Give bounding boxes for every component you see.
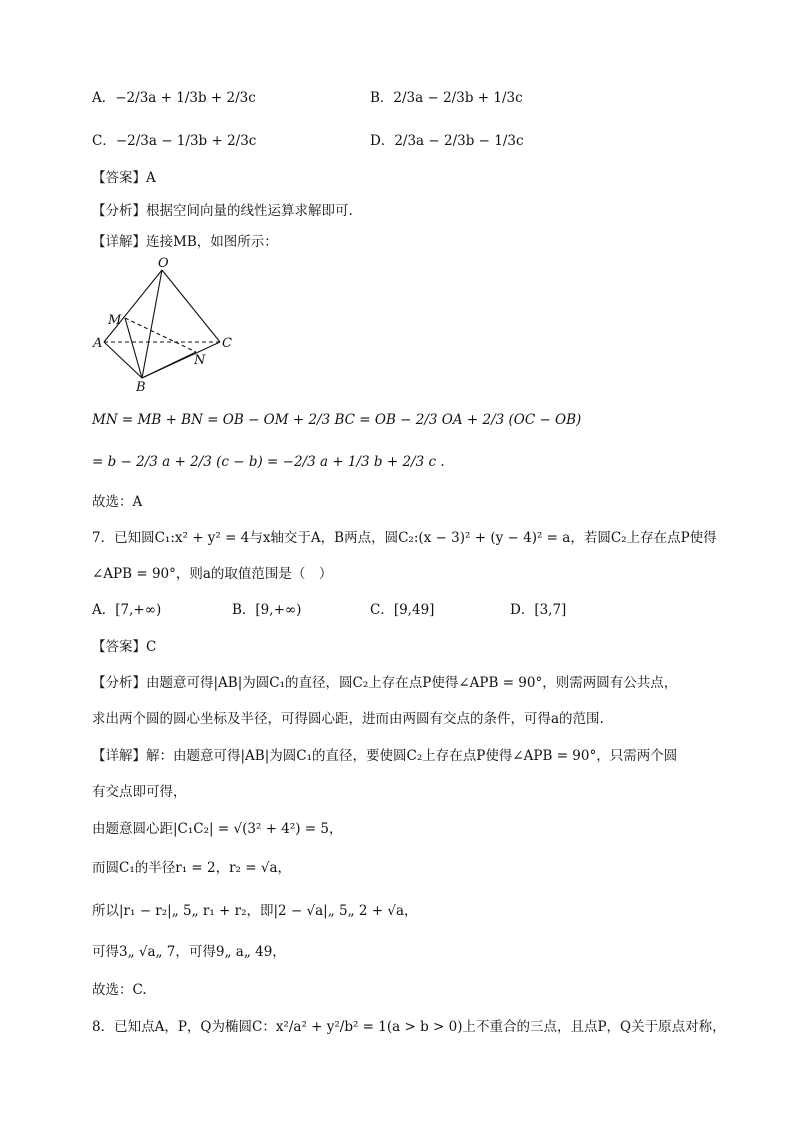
q7-detail-1 [92,744,677,764]
q7-stem-1: 7．已知圆C₁:x² + y² = 4与x轴交于A，B两点，圆C₂:(x − 3)² + (y − 4)² = a，若圆C₂上存在点P使得 [92,530,717,546]
analysis-tag: 【分析】 [92,203,146,219]
option-a: A．−2/3a + 1/3b + 2/3c [92,90,256,106]
q7-option-d: D．[3,7] [510,602,567,618]
analysis-text: 根据空间向量的线性运算求解即可. [146,203,353,219]
q7-detail-text-1: 解：由题意可得|AB|为圆C₁的直径，要使圆C₂上存在点P使得∠APB = 90°，只需两个圆 [146,748,678,764]
option-c: C．−2/3a − 1/3b + 2/3c [92,133,257,149]
answer-value: A [146,170,156,186]
q7-answer-value: C [146,639,157,655]
label-m: M [108,313,122,328]
label-n: N [194,353,206,368]
tetrahedron-figure [92,256,242,396]
q7-option-b: B．[9,+∞) [232,602,302,618]
q7-answer-tag: 【答案】 [92,639,146,655]
detail-line [92,230,278,250]
q8-stem: 8．已知点A，P，Q为椭圆C：x²/a² + y²/b² = 1(a > b > 0)上不重合的三点，且点P，Q关于原点对称， [92,1019,726,1035]
q7-detail-2: 有交点即可得， [92,784,187,800]
label-c: C [222,336,232,351]
detail-text: 连接MB，如图所示： [146,234,278,250]
q7-analysis-1 [92,671,677,691]
equation-1: MN = MB + BN = OB − OM + 2/3 BC = OB − 2/3 OA + 2/3 (OC − OB) [92,412,582,428]
conclusion-6: 故选：A [92,494,143,510]
label-o: O [158,256,169,271]
q7-detail-6: 可得3„ √a„ 7，可得9„ a„ 49， [92,944,286,960]
equation-2: = b − 2/3 a + 2/3 (c − b) = −2/3 a + 1/3 b + 2/3 c . [92,454,445,470]
q7-analysis-2: 求出两个圆的圆心坐标及半径，可得圆心距，进而由两圆有交点的条件，可得a的范围. [92,711,604,727]
q7-stem-2: ∠APB = 90°，则a的取值范围是（ ） [92,566,333,582]
answer-line [92,166,156,186]
label-b: B [136,380,146,395]
q7-detail-tag: 【详解】 [92,748,146,764]
analysis-line [92,199,353,219]
q7-detail-4: 而圆C₁的半径r₁ = 2，r₂ = √a， [92,860,291,876]
q7-option-a: A．[7,+∞) [92,602,162,618]
label-a: A [93,336,103,351]
option-b: B．2/3a − 2/3b + 1/3c [370,90,523,106]
q7-analysis-tag: 【分析】 [92,675,146,691]
q7-answer-line [92,635,156,655]
answer-tag: 【答案】 [92,170,146,186]
q7-detail-3: 由题意圆心距|C₁C₂| = √(3² + 4²) = 5， [92,821,343,837]
q7-analysis-text-1: 由题意可得|AB|为圆C₁的直径，圆C₂上存在点P使得∠APB = 90°，则需两圆有公共点， [146,675,678,691]
option-d: D．2/3a − 2/3b − 1/3c [370,133,524,149]
detail-tag: 【详解】 [92,234,146,250]
q7-option-c: C．[9,49] [370,602,435,618]
q7-detail-5: 所以|r₁ − r₂|„ 5„ r₁ + r₂，即|2 − √a|„ 5„ 2 + √a， [92,903,418,919]
q7-conclusion: 故选：C. [92,982,147,998]
